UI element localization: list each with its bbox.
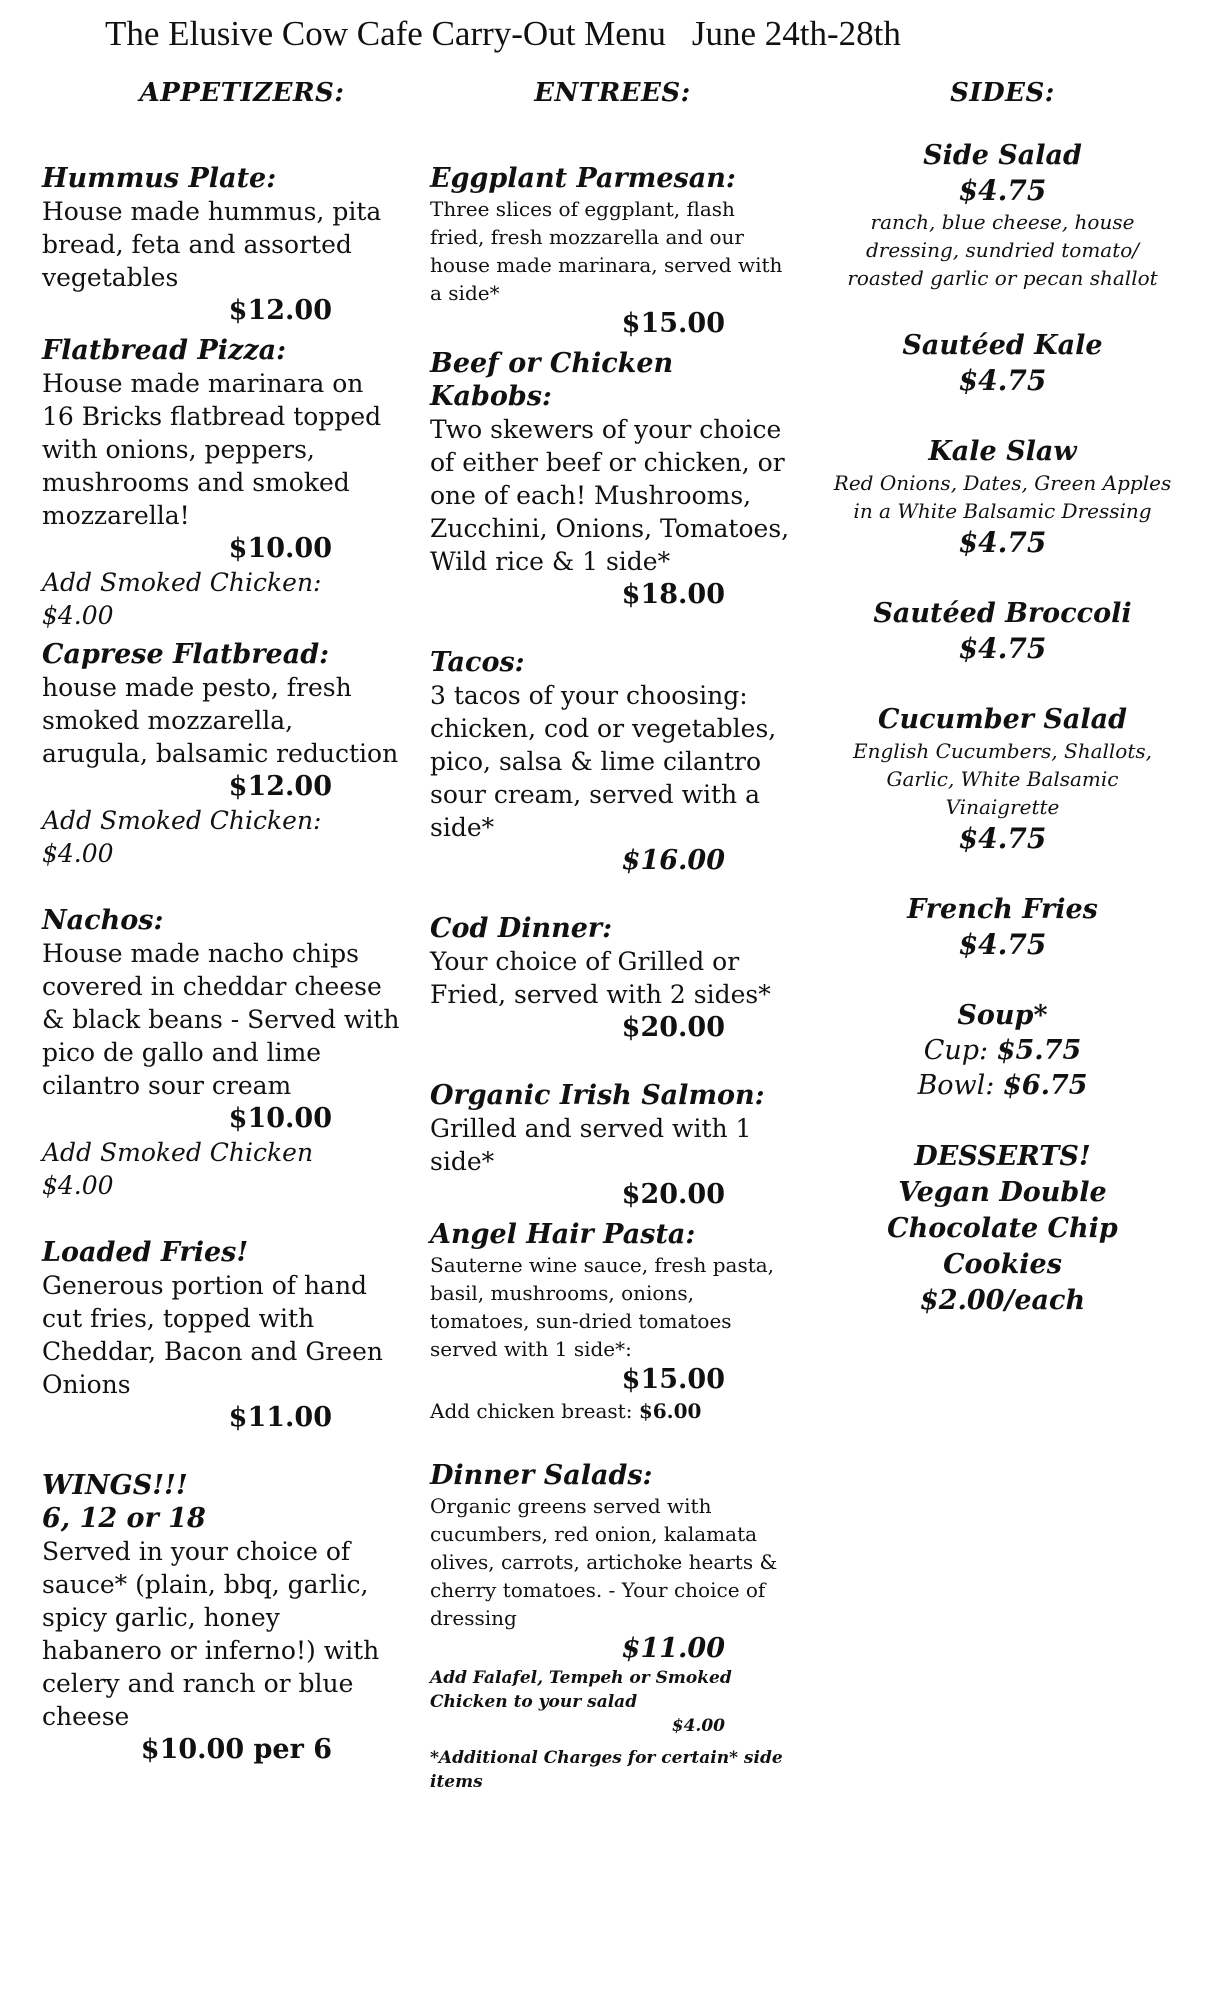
item-description: Grilled and served with 1 side* (430, 1114, 752, 1176)
side-item-side-salad (830, 138, 1175, 292)
menu-item-loaded-fries (42, 1236, 402, 1435)
page-title: The Elusive Cow Cafe Carry-Out Menu (105, 14, 666, 53)
side-price: $4.75 (958, 632, 1047, 665)
item-addon-price: $4.00 (42, 839, 114, 868)
item-price: $11.00 (228, 1402, 332, 1433)
side-name: Sautéed Kale (902, 330, 1103, 361)
item-name: Nachos: (42, 905, 164, 936)
soup-cup-price: $5.75 (996, 1035, 1082, 1066)
footnote: *Additional Charges for certain* side items (430, 1748, 783, 1792)
menu-item-nachos (42, 904, 402, 1202)
item-price: $10.00 (228, 533, 332, 564)
side-price: $4.75 (958, 928, 1047, 961)
appetizers-heading: APPETIZERS: (139, 78, 345, 108)
item-price: $15.00 (621, 308, 725, 339)
item-name: WINGS!!! (42, 1470, 188, 1501)
side-price: $4.75 (958, 174, 1047, 207)
item-addon (430, 1397, 795, 1425)
item-description: House made nacho chips covered in cheddar cheese & black beans - Served with pico de gallo and lime cilantro sour cream (42, 939, 400, 1100)
item-name: Tacos: (430, 647, 525, 678)
item-description: House made hummus, pita bread, feta and assorted vegetables (42, 197, 382, 292)
item-price: $18.00 (621, 579, 725, 610)
item-description: Organic greens served with cucumbers, red onion, kalamata olives, carrots, artichoke hearts & cherry tomatoes. - Your choice of dressing (430, 1494, 778, 1630)
item-addon: Add Falafel, Tempeh or Smoked Chicken to your salad (430, 1668, 732, 1712)
side-item-cucumber-salad (830, 702, 1175, 856)
entrees-heading: ENTREES: (534, 78, 691, 108)
menu-item-hummus (42, 162, 402, 328)
item-price: $12.00 (228, 295, 332, 326)
side-description: English Cucumbers, Shallots, Garlic, White Balsamic Vinaigrette (853, 739, 1152, 819)
item-addon: Add Smoked Chicken: (42, 806, 322, 835)
addon-label: Add chicken breast: (430, 1399, 633, 1423)
menu-item-eggplant-parmesan (430, 162, 795, 341)
item-description: Two skewers of your choice of either beef or chicken, or one of each! Mushrooms, Zucchini, Onions, Tomatoes, Wild rice & 1 side* (430, 415, 790, 576)
item-price: $10.00 (228, 1103, 332, 1134)
desserts-heading: DESSERTS! (914, 1141, 1091, 1172)
side-price: $4.75 (958, 364, 1047, 397)
menu-item-salmon (430, 1079, 795, 1212)
menu-item-cod-dinner (430, 912, 795, 1045)
item-price: $15.00 (621, 1364, 725, 1395)
item-name: Eggplant Parmesan: (430, 163, 736, 194)
item-description: Served in your choice of sauce* (plain, bbq, garlic, spicy garlic, honey habanero or inferno!) with celery and ranch or blue cheese (42, 1537, 380, 1731)
side-name: Sautéed Broccoli (873, 598, 1132, 629)
item-name: Loaded Fries! (42, 1237, 249, 1268)
item-description: house made pesto, fresh smoked mozzarella, arugula, balsamic reduction (42, 673, 399, 768)
item-sizes: 6, 12 or 18 (42, 1503, 206, 1534)
menu-item-caprese-flatbread (42, 638, 402, 870)
item-description: Your choice of Grilled or Fried, served with 2 sides* (430, 947, 771, 1009)
item-name: Angel Hair Pasta: (430, 1219, 696, 1250)
item-description: Three slices of eggplant, flash fried, fresh mozzarella and our house made marinara, served with a side* (430, 197, 783, 305)
item-addon: Add Smoked Chicken: (42, 568, 322, 597)
menu-item-flatbread-pizza (42, 334, 402, 632)
item-name: Cod Dinner: (430, 913, 613, 944)
item-price: $12.00 (228, 771, 332, 802)
sides-heading: SIDES: (950, 78, 1055, 108)
dessert-price: $2.00/each (919, 1285, 1086, 1316)
soup-cup (830, 1033, 1175, 1068)
side-name: Cucumber Salad (877, 704, 1128, 735)
item-description: Sauterne wine sauce, fresh pasta, basil, mushrooms, onions, tomatoes, sun-dried tomatoes served with 1 side*: (430, 1253, 775, 1361)
side-description: ranch, blue cheese, house dressing, sundried tomato/ roasted garlic or pecan shallot (847, 210, 1158, 290)
menu-item-wings (42, 1469, 402, 1767)
menu-item-kabobs (430, 347, 795, 612)
dessert-name: Vegan Double Chocolate Chip Cookies (887, 1177, 1118, 1280)
item-addon-price: $4.00 (671, 1716, 725, 1736)
item-name: Hummus Plate: (42, 163, 277, 194)
side-name: Soup* (957, 1000, 1048, 1031)
menu-item-angel-hair-pasta (430, 1218, 795, 1425)
side-description: Red Onions, Dates, Green Apples in a White Balsamic Dressing (833, 471, 1172, 523)
side-item-french-fries (830, 892, 1175, 962)
soup-bowl-label: Bowl: (917, 1070, 995, 1101)
soup-cup-label: Cup: (923, 1035, 989, 1066)
menu-dates: June 24th-28th (691, 14, 901, 53)
soup-bowl (830, 1068, 1175, 1103)
side-item-sauteed-kale (830, 328, 1175, 398)
item-name: Organic Irish Salmon: (430, 1080, 765, 1111)
item-name: Flatbread Pizza: (42, 335, 287, 366)
sides-column (830, 78, 1175, 1355)
item-name: Dinner Salads: (430, 1460, 653, 1491)
side-price: $4.75 (958, 822, 1047, 855)
menu-item-dinner-salads (430, 1459, 795, 1794)
item-description: Generous portion of hand cut fries, topped with Cheddar, Bacon and Green Onions (42, 1271, 383, 1399)
side-item-kale-slaw (830, 434, 1175, 560)
menu-item-tacos (430, 646, 795, 878)
item-addon-price: $4.00 (42, 1171, 114, 1200)
appetizers-column (42, 78, 402, 1801)
item-price: $20.00 (621, 1012, 725, 1043)
item-price: $16.00 (621, 845, 725, 876)
addon-price: $6.00 (638, 1399, 702, 1423)
desserts-section (830, 1139, 1175, 1319)
side-name: French Fries (907, 894, 1098, 925)
item-price: $11.00 (621, 1633, 725, 1664)
item-name: Beef or Chicken Kabobs: (430, 348, 674, 412)
side-item-soup (830, 998, 1175, 1103)
side-name: Side Salad (923, 140, 1082, 171)
side-name: Kale Slaw (928, 436, 1077, 467)
menu-title-bar (105, 14, 1185, 54)
side-item-sauteed-broccoli (830, 596, 1175, 666)
item-price: $20.00 (621, 1179, 725, 1210)
item-description: House made marinara on 16 Bricks flatbread topped with onions, peppers, mushrooms and smoked mozzarella! (42, 369, 382, 530)
soup-bowl-price: $6.75 (1003, 1070, 1088, 1101)
item-addon: Add Smoked Chicken (42, 1138, 314, 1167)
item-name: Caprese Flatbread: (42, 639, 330, 670)
entrees-column (430, 78, 795, 1828)
item-addon-price: $4.00 (42, 601, 114, 630)
item-price: $10.00 per 6 (140, 1734, 332, 1765)
side-price: $4.75 (958, 526, 1047, 559)
item-description: 3 tacos of your choosing: chicken, cod or vegetables, pico, salsa & lime cilantro sour cream, served with a side* (430, 681, 777, 842)
